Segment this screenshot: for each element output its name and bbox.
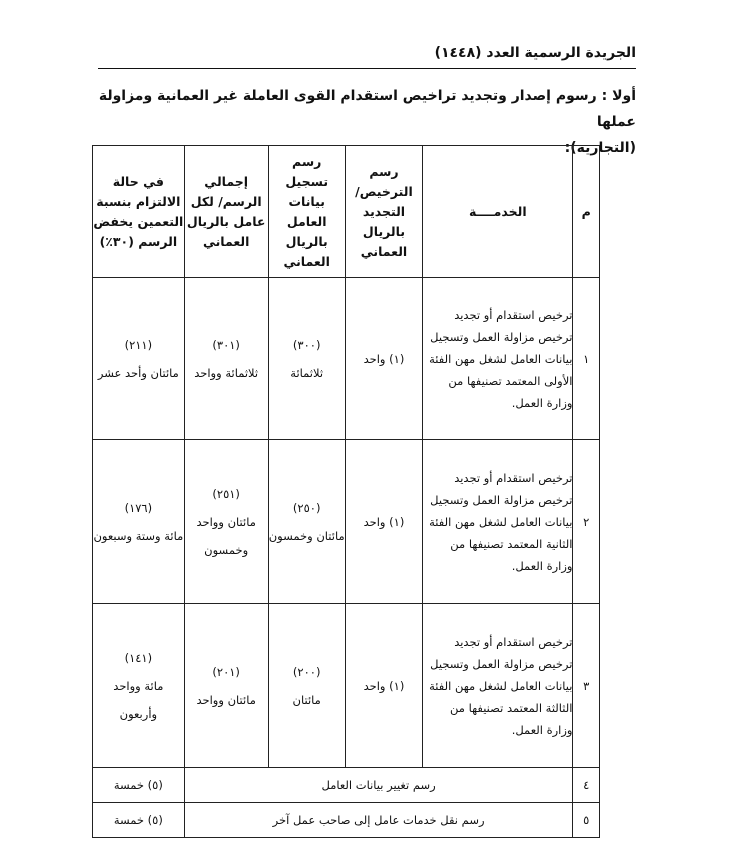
table-row <box>93 803 600 838</box>
row-license-fee: (١) واحد <box>345 604 422 768</box>
table-row <box>93 278 600 440</box>
data-fee-words: مائتان وخمسون <box>268 528 345 543</box>
header-num: م <box>573 146 600 278</box>
table-row <box>93 768 600 803</box>
header-divider <box>98 68 636 69</box>
row-data-fee <box>268 604 345 768</box>
data-fee-number: (٢٥٠) <box>292 500 321 515</box>
table-row <box>93 604 600 768</box>
data-fee-number: (٣٠٠) <box>292 337 321 352</box>
table-header-row <box>93 146 600 278</box>
header-service: الخدمــــة <box>423 146 573 278</box>
fees-table <box>92 145 600 838</box>
total-number: (٢٥١) <box>212 486 240 501</box>
discount-number: (١٤١) <box>124 650 153 665</box>
section-title: رسوم إصدار وتجديد تراخيص استقدام القوى العاملة غير العمانية ومزاولة عملها <box>98 88 636 130</box>
row-license-fee: (١) واحد <box>345 278 422 440</box>
data-fee-number: (٢٠٠) <box>292 664 321 679</box>
row-total <box>184 278 268 440</box>
table-row <box>93 440 600 604</box>
discount-words: مائة وستة وسبعون <box>93 528 184 543</box>
section-lead: أولا : <box>601 88 636 104</box>
data-fee-words: ثلاثمائة <box>290 365 324 380</box>
header-license-fee: رسم الترخيص/ التجديد بالريال العماني <box>345 146 422 278</box>
row-total <box>184 440 268 604</box>
row-service: رسم نقل خدمات عامل إلى صاحب عمل آخر <box>184 803 573 838</box>
header-discount: في حالة الالتزام بنسبة التعمين يخفض الرسم (٣٠٪) <box>93 146 185 278</box>
row-num: ٤ <box>573 768 600 803</box>
row-fee: (٥) خمسة <box>93 803 185 838</box>
row-num: ٣ <box>573 604 600 768</box>
row-discount <box>93 440 185 604</box>
discount-words: مائتان وأحد عشر <box>97 365 179 380</box>
header-data-fee: رسم تسجيل بيانات العامل بالريال العماني <box>268 146 345 278</box>
row-num: ٢ <box>573 440 600 604</box>
discount-number: (٢١١) <box>124 337 153 352</box>
row-service: ترخيص استقدام أو تجديد ترخيص مزاولة العمل وتسجيل بيانات العامل لشغل مهن الفئة الثانية المعتمد تصنيفها من وزارة العمل. <box>423 440 573 604</box>
total-words: ثلاثمائة وواحد <box>194 365 259 380</box>
discount-number: (١٧٦) <box>124 500 153 515</box>
total-number: (٣٠١) <box>212 337 240 352</box>
row-total <box>184 604 268 768</box>
row-data-fee <box>268 440 345 604</box>
row-service: ترخيص استقدام أو تجديد ترخيص مزاولة العمل وتسجيل بيانات العامل لشغل مهن الفئة الثالثة المعتمد تصنيفها من وزارة العمل. <box>423 604 573 768</box>
page-header: الجريدة الرسمية العدد (١٤٤٨) <box>434 45 636 61</box>
section-title-continued: (التجارية): <box>564 140 636 156</box>
row-license-fee: (١) واحد <box>345 440 422 604</box>
row-num: ٥ <box>573 803 600 838</box>
row-discount <box>93 604 185 768</box>
header-total: إجمالي الرسم/ لكل عامل بالريال العماني <box>184 146 268 278</box>
row-service: رسم تغيير بيانات العامل <box>184 768 573 803</box>
row-discount <box>93 278 185 440</box>
total-number: (٢٠١) <box>212 664 240 679</box>
row-data-fee <box>268 278 345 440</box>
total-words: مائتان وواحد وخمسون <box>196 514 256 557</box>
data-fee-words: مائتان <box>292 692 321 707</box>
row-num: ١ <box>573 278 600 440</box>
row-fee: (٥) خمسة <box>93 768 185 803</box>
total-words: مائتان وواحد <box>196 692 256 707</box>
row-service: ترخيص استقدام أو تجديد ترخيص مزاولة العمل وتسجيل بيانات العامل لشغل مهن الفئة الأولى المعتمد تصنيفها من وزارة العمل. <box>423 278 573 440</box>
discount-words: مائة وواحد وأربعون <box>113 678 164 721</box>
